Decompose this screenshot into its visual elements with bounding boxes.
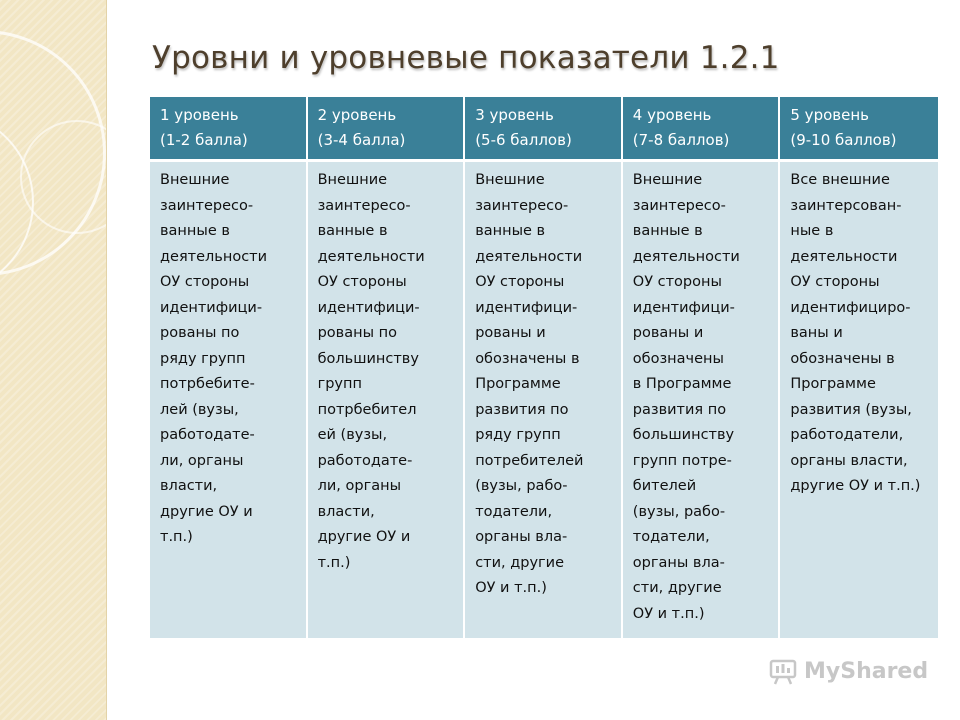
myshared-logo-icon [768, 656, 798, 686]
level-header-score: (9-10 баллов) [790, 131, 897, 149]
level-header-score: (5-6 баллов) [475, 131, 572, 149]
level-description-1: Внешние заинтересо- ванные в деятельности ОУ стороны идентифици- рованы по ряду групп потрбебите- лей (вузы, работодате- ли, органы власти, другие ОУ и т.п.) [150, 162, 308, 638]
level-header-score: (3-4 балла) [317, 131, 406, 149]
level-header-5 [780, 97, 938, 162]
level-header-4 [623, 97, 781, 162]
decorative-side-band [0, 0, 107, 720]
level-description-5: Все внешние заинтерсован- ные в деятельности ОУ стороны идентифициро- ваны и обозначены в Программе развития (вузы, работодатели, органы власти, другие ОУ и т.п.) [780, 162, 938, 638]
level-header-2 [308, 97, 466, 162]
level-header-1 [150, 97, 308, 162]
level-header-name: 4 уровень [632, 106, 712, 124]
level-header-name: 3 уровень [475, 106, 554, 124]
level-description-2: Внешние заинтересо- ванные в деятельности ОУ стороны идентифици- рованы по большинству групп потрбебител ей (вузы, работодате- ли, органы власти, другие ОУ и т.п.) [308, 162, 466, 638]
watermark [768, 656, 928, 686]
level-header-name: 5 уровень [790, 106, 869, 124]
watermark-text: MyShared [804, 658, 929, 684]
table-row [150, 162, 938, 638]
level-description-3: Внешние заинтересо- ванные в деятельности ОУ стороны идентифици- рованы и обозначены в Программе развития по ряду групп потребителей (вузы, рабо- тодатели, органы вла- сти, другие ОУ и т.п.) [465, 162, 623, 638]
levels-table [150, 97, 938, 638]
level-header-name: 2 уровень [317, 106, 397, 124]
level-header-name: 1 уровень [160, 106, 239, 124]
slide-title: Уровни и уровневые показатели 1.2.1 [152, 40, 780, 76]
table-header-row [150, 97, 938, 162]
level-description-4: Внешние заинтересо- ванные в деятельности ОУ стороны идентифици- рованы и обозначены в Программе развития по большинству групп потре- бителей (вузы, рабо- тодатели, органы вла- сти, другие ОУ и т.п.) [623, 162, 781, 638]
level-header-score: (7-8 баллов) [632, 131, 730, 149]
level-header-3 [465, 97, 623, 162]
level-header-score: (1-2 балла) [160, 131, 248, 149]
